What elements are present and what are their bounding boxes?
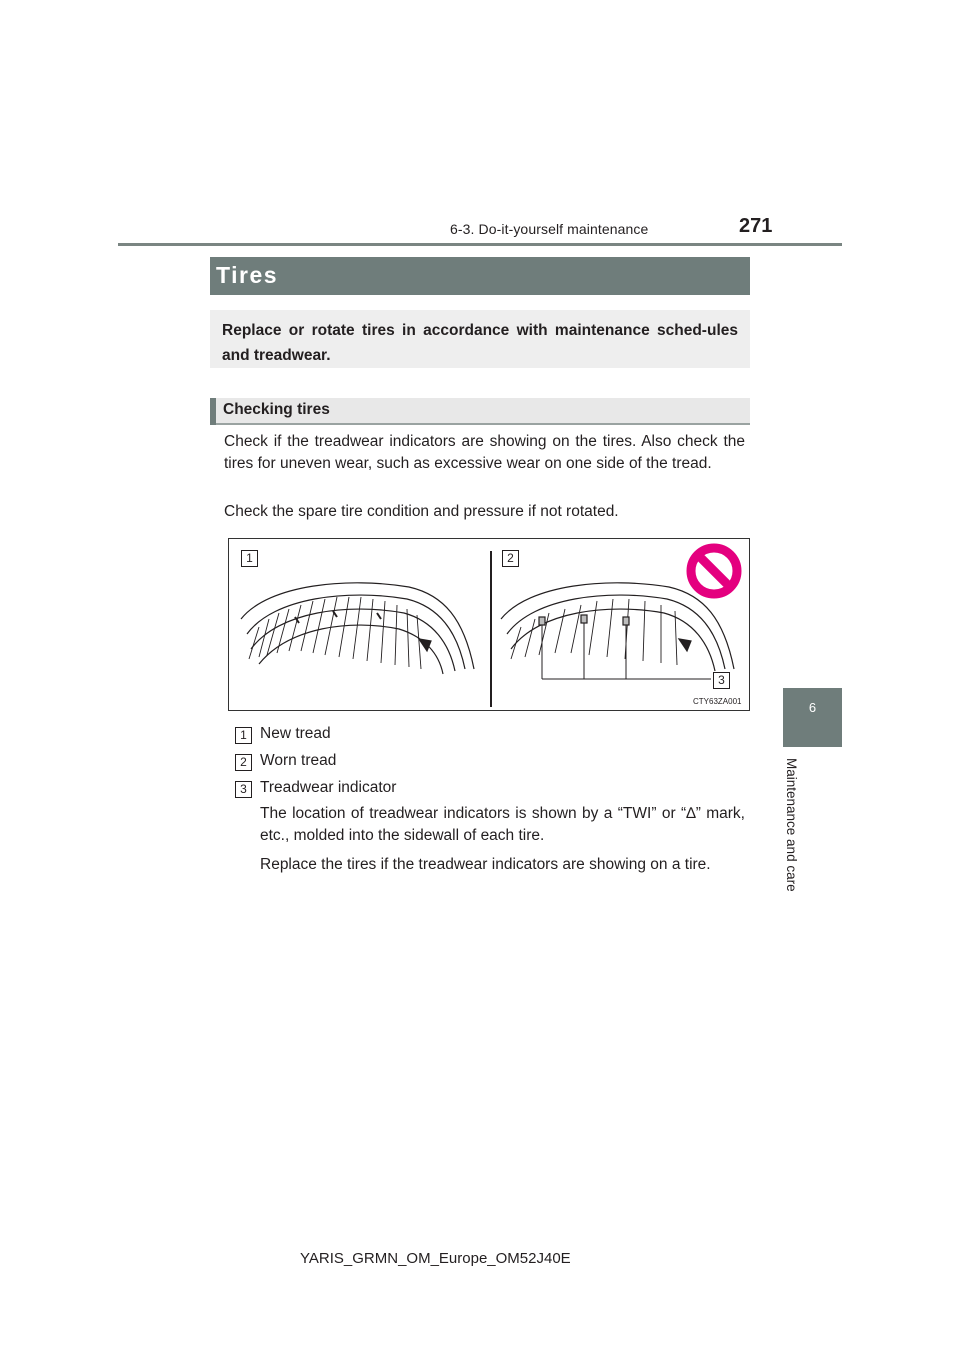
subheading: Checking tires xyxy=(223,401,330,418)
subheading-bar xyxy=(210,398,750,425)
chapter-tab xyxy=(783,688,842,747)
intro-text: Replace or rotate tires in accordance with maintenance sched-ules and treadwear. xyxy=(222,322,738,364)
legend-label-3: Treadwear indicator xyxy=(260,779,397,796)
page-title: Tires xyxy=(210,257,750,295)
legend-label-1: New tread xyxy=(260,725,331,742)
body-paragraph-2: Check the spare tire condition and pressure if not rotated. xyxy=(224,503,619,520)
tire-illustration xyxy=(228,538,750,711)
worn-tread-tire xyxy=(501,583,734,679)
figure-callout-1: 1 xyxy=(241,550,258,567)
new-tread-tire xyxy=(241,583,474,674)
note-paragraph-1: The location of treadwear indicators is shown by a “TWI” or “∆” mark, etc., molded into the sidewall of each tire. xyxy=(260,805,745,844)
intro-box xyxy=(210,310,750,368)
legend-num-2: 2 xyxy=(235,754,252,771)
no-symbol-icon xyxy=(691,548,737,594)
section-title: 6-3. Do-it-yourself maintenance xyxy=(450,221,649,237)
chapter-number: 6 xyxy=(808,700,817,715)
chapter-label-text: Maintenance and care xyxy=(784,758,799,892)
document-footer: YARIS_GRMN_OM_Europe_OM52J40E xyxy=(300,1250,571,1267)
chapter-label xyxy=(784,758,804,900)
subheading-accent xyxy=(210,398,216,425)
legend-num-1: 1 xyxy=(235,727,252,744)
body-paragraph-1: Check if the treadwear indicators are showing on the tires. Also check the tires for uneven wear, such as excessive wear on one side of the tread. xyxy=(224,433,745,472)
figure-callout-2: 2 xyxy=(502,550,519,567)
figure-callout-3: 3 xyxy=(713,672,730,689)
legend-label-2: Worn tread xyxy=(260,752,337,769)
page-number: 271 xyxy=(739,215,773,237)
figure-code: CTY63ZA001 xyxy=(693,697,742,706)
tire-drawing xyxy=(229,539,749,710)
note-paragraph-2: Replace the tires if the treadwear indicators are showing on a tire. xyxy=(260,856,711,873)
legend-num-3: 3 xyxy=(235,781,252,798)
header-rule xyxy=(118,243,842,246)
